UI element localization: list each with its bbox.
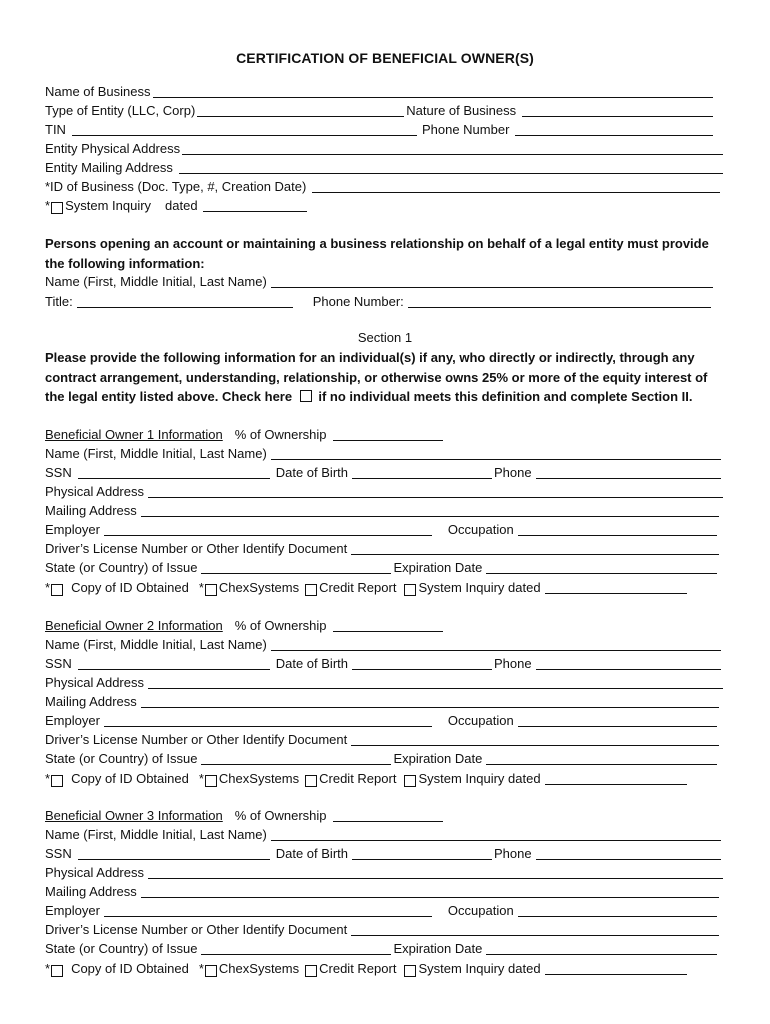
ownership-label: % of Ownership bbox=[234, 618, 327, 633]
nature-of-business-field[interactable] bbox=[522, 103, 713, 117]
system-inquiry-checkbox[interactable] bbox=[51, 202, 63, 214]
owner-phone-label: Phone bbox=[494, 465, 532, 480]
entity-mailing-address-label: Entity Mailing Address bbox=[45, 160, 173, 175]
phone-number-label: Phone Number bbox=[421, 122, 510, 137]
owner-name-field[interactable] bbox=[271, 827, 721, 841]
section-1-text-part1: Please provide the following information for an individual(s) if any, who directly or indirectly, through any contract arrangement, understanding, relationship, or otherwise owns 25% or more of the equity interest of the legal entity listed above. Check here bbox=[45, 350, 708, 404]
name-of-business-row bbox=[45, 82, 725, 100]
system-inquiry-asterisk: * bbox=[45, 198, 51, 213]
owner-occupation-field[interactable] bbox=[518, 522, 717, 536]
owner-name-label: Name (First, Middle Initial, Last Name) bbox=[45, 446, 267, 461]
system-inquiry-checkbox[interactable] bbox=[404, 775, 416, 787]
owner-verification-row bbox=[45, 769, 725, 787]
owner-state-label: State (or Country) of Issue bbox=[45, 560, 198, 575]
person-name-label: Name (First, Middle Initial, Last Name) bbox=[45, 274, 267, 289]
owner-physical-address-row bbox=[45, 863, 725, 881]
owner-phone-field[interactable] bbox=[536, 656, 721, 670]
owner-heading: Beneficial Owner 1 Information bbox=[45, 427, 223, 442]
owner-state-row bbox=[45, 749, 725, 767]
id-of-business-field[interactable] bbox=[312, 179, 720, 193]
owner-state-field[interactable] bbox=[201, 941, 391, 955]
owner-state-field[interactable] bbox=[201, 751, 391, 765]
copy-id-checkbox[interactable] bbox=[51, 584, 63, 596]
system-inquiry-date-field[interactable] bbox=[545, 771, 687, 785]
credit-report-label: Credit Report bbox=[319, 961, 397, 976]
owner-name-row bbox=[45, 635, 725, 653]
owner-mailing-address-label: Mailing Address bbox=[45, 884, 137, 899]
system-inquiry-checkbox[interactable] bbox=[404, 584, 416, 596]
owner-physical-address-row bbox=[45, 673, 725, 691]
tin-row bbox=[45, 120, 725, 138]
person-title-label: Title: bbox=[45, 294, 73, 309]
owner-mailing-address-field[interactable] bbox=[141, 503, 719, 517]
copy-id-asterisk: * bbox=[45, 961, 51, 976]
owner-ssn-row bbox=[45, 654, 725, 672]
system-inquiry-checkbox[interactable] bbox=[404, 965, 416, 977]
owner-state-label: State (or Country) of Issue bbox=[45, 751, 198, 766]
owner-license-field[interactable] bbox=[351, 541, 719, 555]
owner-mailing-address-field[interactable] bbox=[141, 694, 719, 708]
owner-license-field[interactable] bbox=[351, 732, 719, 746]
owner-state-label: State (or Country) of Issue bbox=[45, 941, 198, 956]
nature-of-business-label: Nature of Business bbox=[406, 103, 517, 118]
owner-expiration-label: Expiration Date bbox=[393, 751, 483, 766]
owner-heading-row bbox=[45, 616, 725, 634]
section-1-text-part2: if no individual meets this definition and complete Section II. bbox=[318, 389, 693, 404]
owner-ssn-row bbox=[45, 463, 725, 481]
owner-name-field[interactable] bbox=[271, 637, 721, 651]
system-inquiry-label: System Inquiry bbox=[65, 198, 152, 213]
owner-phone-label: Phone bbox=[494, 656, 532, 671]
person-name-row bbox=[45, 272, 725, 290]
owner-name-row bbox=[45, 825, 725, 843]
tin-label: TIN bbox=[45, 122, 66, 137]
owner-ssn-label: SSN bbox=[45, 465, 72, 480]
owner-expiration-label: Expiration Date bbox=[393, 941, 483, 956]
owner-heading-row bbox=[45, 425, 725, 443]
chex-label: ChexSystems bbox=[218, 961, 300, 976]
owner-employer-row bbox=[45, 520, 725, 538]
owner-dob-label: Date of Birth bbox=[275, 846, 348, 861]
copy-id-asterisk: * bbox=[45, 580, 51, 595]
chex-label: ChexSystems bbox=[218, 580, 300, 595]
owner-employer-label: Employer bbox=[45, 903, 100, 918]
copy-id-checkbox[interactable] bbox=[51, 775, 63, 787]
chex-asterisk: * bbox=[198, 580, 204, 595]
owner-dob-field[interactable] bbox=[352, 846, 492, 860]
person-title-field[interactable] bbox=[77, 294, 293, 308]
person-phone-field[interactable] bbox=[408, 294, 711, 308]
owner-employer-field[interactable] bbox=[104, 713, 432, 727]
system-inquiry-row bbox=[45, 196, 725, 214]
owner-physical-address-field[interactable] bbox=[148, 865, 723, 879]
owner-dob-field[interactable] bbox=[352, 465, 492, 479]
owner-license-row bbox=[45, 539, 725, 557]
ownership-field[interactable] bbox=[333, 618, 443, 632]
chex-asterisk: * bbox=[198, 771, 204, 786]
chex-checkbox[interactable] bbox=[205, 584, 217, 596]
owner-license-field[interactable] bbox=[351, 922, 719, 936]
ownership-label: % of Ownership bbox=[234, 427, 327, 442]
owner-ssn-label: SSN bbox=[45, 846, 72, 861]
ownership-label: % of Ownership bbox=[234, 808, 327, 823]
owner-physical-address-label: Physical Address bbox=[45, 865, 144, 880]
owner-occupation-label: Occupation bbox=[447, 903, 514, 918]
owner-physical-address-field[interactable] bbox=[148, 484, 723, 498]
owner-employer-row bbox=[45, 901, 725, 919]
owner-expiration-label: Expiration Date bbox=[393, 560, 483, 575]
copy-id-label: Copy of ID Obtained bbox=[71, 580, 189, 595]
system-inquiry-date-field[interactable] bbox=[545, 961, 687, 975]
owner-phone-label: Phone bbox=[494, 846, 532, 861]
id-of-business-row bbox=[45, 177, 725, 195]
owner-phone-field[interactable] bbox=[536, 846, 721, 860]
tin-field[interactable] bbox=[72, 122, 417, 136]
owner-occupation-field[interactable] bbox=[518, 903, 717, 917]
copy-id-asterisk: * bbox=[45, 771, 51, 786]
owner-expiration-field[interactable] bbox=[486, 560, 717, 574]
credit-report-checkbox[interactable] bbox=[305, 965, 317, 977]
person-title-row bbox=[45, 292, 725, 310]
owner-mailing-address-label: Mailing Address bbox=[45, 694, 137, 709]
entity-physical-address-field[interactable] bbox=[182, 141, 723, 155]
credit-report-checkbox[interactable] bbox=[305, 584, 317, 596]
owner-expiration-field[interactable] bbox=[486, 941, 717, 955]
owner-expiration-field[interactable] bbox=[486, 751, 717, 765]
owner-mailing-address-row bbox=[45, 692, 725, 710]
form-title: CERTIFICATION OF BENEFICIAL OWNER(S) bbox=[236, 50, 534, 66]
owner-phone-field[interactable] bbox=[536, 465, 721, 479]
owner-dob-label: Date of Birth bbox=[275, 465, 348, 480]
person-phone-label: Phone Number: bbox=[312, 294, 404, 309]
persons-instruction: Persons opening an account or maintaining a business relationship on behalf of a legal entity must provide the following information: bbox=[45, 236, 709, 271]
credit-report-label: Credit Report bbox=[319, 580, 397, 595]
copy-id-label: Copy of ID Obtained bbox=[71, 771, 189, 786]
type-of-entity-label: Type of Entity (LLC, Corp) bbox=[45, 103, 196, 118]
system-inquiry-date-field[interactable] bbox=[545, 580, 687, 594]
owner-physical-address-field[interactable] bbox=[148, 675, 723, 689]
no-individual-checkbox[interactable] bbox=[300, 390, 312, 402]
owner-employer-field[interactable] bbox=[104, 522, 432, 536]
system-inquiry-dated-label: System Inquiry dated bbox=[418, 771, 541, 786]
section-1-heading: Section 1 bbox=[357, 330, 413, 345]
owner-name-row bbox=[45, 444, 725, 462]
credit-report-label: Credit Report bbox=[319, 771, 397, 786]
owner-dob-field[interactable] bbox=[352, 656, 492, 670]
owner-employer-label: Employer bbox=[45, 522, 100, 537]
id-of-business-label: *ID of Business (Doc. Type, #, Creation Date) bbox=[45, 179, 307, 194]
entity-mailing-address-row bbox=[45, 158, 725, 176]
chex-checkbox[interactable] bbox=[205, 965, 217, 977]
copy-id-checkbox[interactable] bbox=[51, 965, 63, 977]
system-inquiry-dated-label: dated bbox=[165, 198, 198, 213]
credit-report-checkbox[interactable] bbox=[305, 775, 317, 787]
owner-state-row bbox=[45, 558, 725, 576]
owner-verification-row bbox=[45, 578, 725, 596]
owner-state-row bbox=[45, 939, 725, 957]
owner-occupation-field[interactable] bbox=[518, 713, 717, 727]
owner-heading-row bbox=[45, 806, 725, 824]
type-of-entity-field[interactable] bbox=[197, 103, 404, 117]
entity-physical-address-label: Entity Physical Address bbox=[45, 141, 181, 156]
owner-license-row bbox=[45, 730, 725, 748]
type-of-entity-row bbox=[45, 101, 725, 119]
name-of-business-field[interactable] bbox=[153, 84, 714, 98]
name-of-business-label: Name of Business bbox=[45, 84, 151, 99]
owner-license-label: Driver’s License Number or Other Identify Document bbox=[45, 541, 348, 556]
owner-state-field[interactable] bbox=[201, 560, 391, 574]
entity-mailing-address-field[interactable] bbox=[179, 160, 723, 174]
ownership-field[interactable] bbox=[333, 808, 443, 822]
owner-ssn-label: SSN bbox=[45, 656, 72, 671]
chex-asterisk: * bbox=[198, 961, 204, 976]
owner-dob-label: Date of Birth bbox=[275, 656, 348, 671]
owner-physical-address-row bbox=[45, 482, 725, 500]
owner-mailing-address-label: Mailing Address bbox=[45, 503, 137, 518]
system-inquiry-date-field[interactable] bbox=[203, 198, 307, 212]
owner-license-label: Driver’s License Number or Other Identify Document bbox=[45, 922, 348, 937]
owner-license-label: Driver’s License Number or Other Identify Document bbox=[45, 732, 348, 747]
owner-name-label: Name (First, Middle Initial, Last Name) bbox=[45, 827, 267, 842]
owner-mailing-address-row bbox=[45, 882, 725, 900]
section-1-text bbox=[45, 348, 725, 407]
phone-number-field[interactable] bbox=[515, 122, 713, 136]
owner-physical-address-label: Physical Address bbox=[45, 675, 144, 690]
owner-ssn-field[interactable] bbox=[78, 846, 270, 860]
owner-occupation-label: Occupation bbox=[447, 713, 514, 728]
owner-ssn-field[interactable] bbox=[78, 656, 270, 670]
owner-name-label: Name (First, Middle Initial, Last Name) bbox=[45, 637, 267, 652]
owner-heading: Beneficial Owner 2 Information bbox=[45, 618, 223, 633]
person-name-field[interactable] bbox=[271, 274, 713, 288]
owner-occupation-label: Occupation bbox=[447, 522, 514, 537]
owner-mailing-address-field[interactable] bbox=[141, 884, 719, 898]
owner-employer-field[interactable] bbox=[104, 903, 432, 917]
chex-label: ChexSystems bbox=[218, 771, 300, 786]
chex-checkbox[interactable] bbox=[205, 775, 217, 787]
owner-ssn-row bbox=[45, 844, 725, 862]
owner-employer-row bbox=[45, 711, 725, 729]
owner-license-row bbox=[45, 920, 725, 938]
copy-id-label: Copy of ID Obtained bbox=[71, 961, 189, 976]
owner-ssn-field[interactable] bbox=[78, 465, 270, 479]
owner-employer-label: Employer bbox=[45, 713, 100, 728]
system-inquiry-dated-label: System Inquiry dated bbox=[418, 961, 541, 976]
system-inquiry-dated-label: System Inquiry dated bbox=[418, 580, 541, 595]
owner-physical-address-label: Physical Address bbox=[45, 484, 144, 499]
ownership-field[interactable] bbox=[333, 427, 443, 441]
entity-physical-address-row bbox=[45, 139, 725, 157]
owner-mailing-address-row bbox=[45, 501, 725, 519]
owner-name-field[interactable] bbox=[271, 446, 721, 460]
owner-heading: Beneficial Owner 3 Information bbox=[45, 808, 223, 823]
owner-verification-row bbox=[45, 959, 725, 977]
